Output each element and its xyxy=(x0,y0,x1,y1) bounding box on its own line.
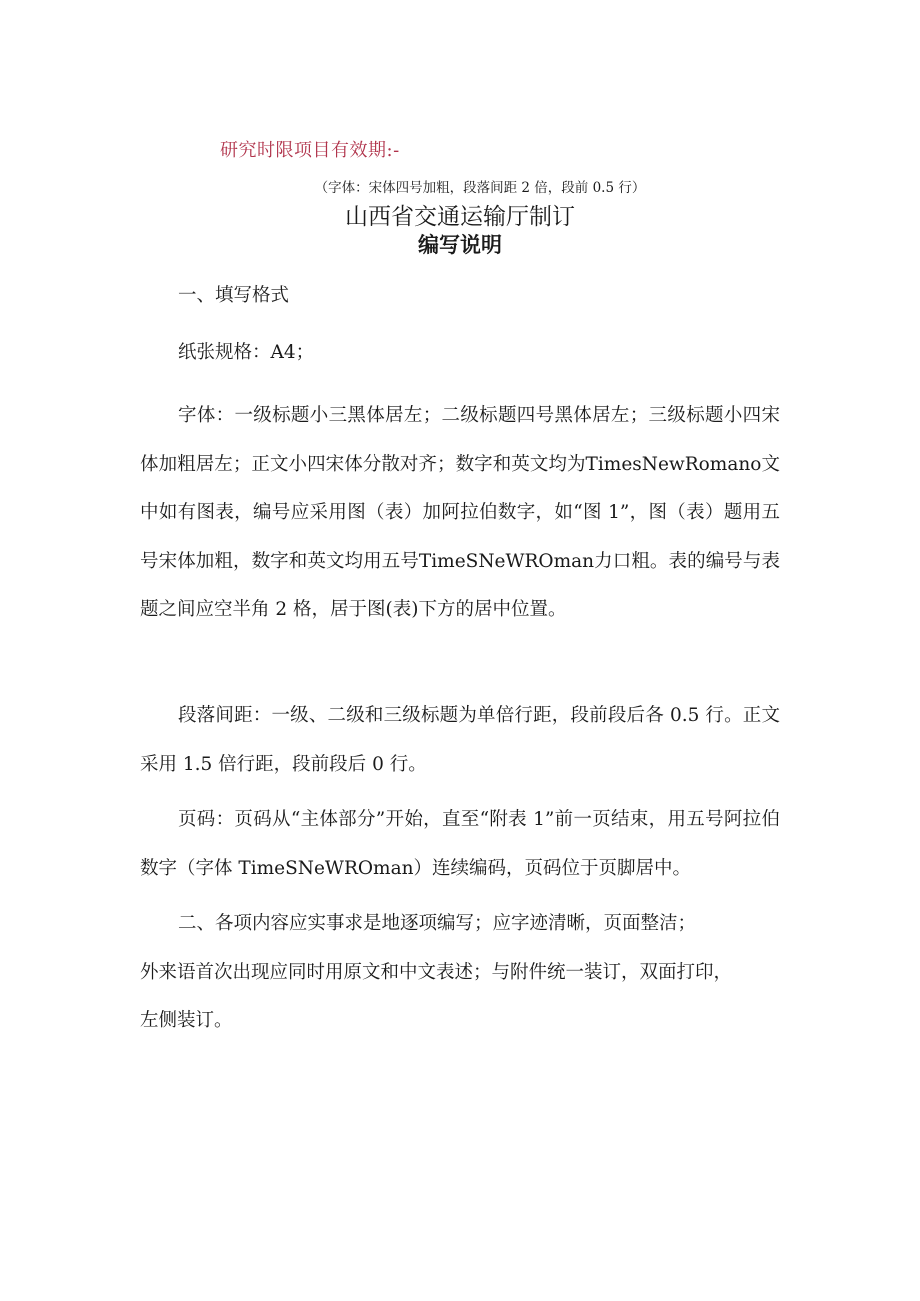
paper-spec-block xyxy=(140,329,780,378)
spacing-rule-block xyxy=(140,692,780,789)
section-one-heading-block xyxy=(140,272,780,321)
font-rule-paragraph: 字体：一级标题小三黑体居左；二级标题四号黑体居左；三级标题小四宋体加粗居左；正文小四宋体分散对齐；数字和英文均为TimesNewRomano文中如有图表，编号应采用图（表）加阿拉伯数字，如“图 1”，图（表）题用五号宋体加粗，数字和英文均用五号TimeSNeWROman力口粗。表的编号与表题之间应空半角 2 格，居于图(表)下方的居中位置。 xyxy=(140,405,780,620)
section-two-line-3: 左侧装订。 xyxy=(140,1010,233,1031)
document-title: 编写说明 xyxy=(418,233,502,257)
issuer-line: 山西省交通运输厅制订 xyxy=(345,204,575,230)
validity-period-line: 研究时限项目有效期:- xyxy=(220,140,400,161)
section-one-heading: 一、填写格式 xyxy=(178,285,290,306)
section-two-block xyxy=(140,900,780,1046)
page-number-rule-block xyxy=(140,796,780,893)
format-note: （字体：宋体四号加粗，段落间距 2 倍，段前 0.5 行） xyxy=(314,180,646,196)
section-two-line-1: 二、各项内容应实事求是地逐项编写；应字迹清晰，页面整洁； xyxy=(178,913,697,934)
paper-spec: 纸张规格：A4； xyxy=(178,342,315,363)
font-rule-block xyxy=(140,392,780,635)
page-number-rule-paragraph: 页码：页码从“主体部分”开始，直至“附表 1”前一页结束，用五号阿拉伯数字（字体 TimeSNeWROman）连续编码，页码位于页脚居中。 xyxy=(140,809,780,879)
spacing-rule-paragraph: 段落间距：一级、二级和三级标题为单倍行距，段前段后各 0.5 行。正文采用 1.5 倍行距，段前段后 0 行。 xyxy=(140,705,780,775)
section-two-line-2: 外来语首次出现应同时用原文和中文表述；与附件统一装订，双面打印， xyxy=(140,961,733,983)
